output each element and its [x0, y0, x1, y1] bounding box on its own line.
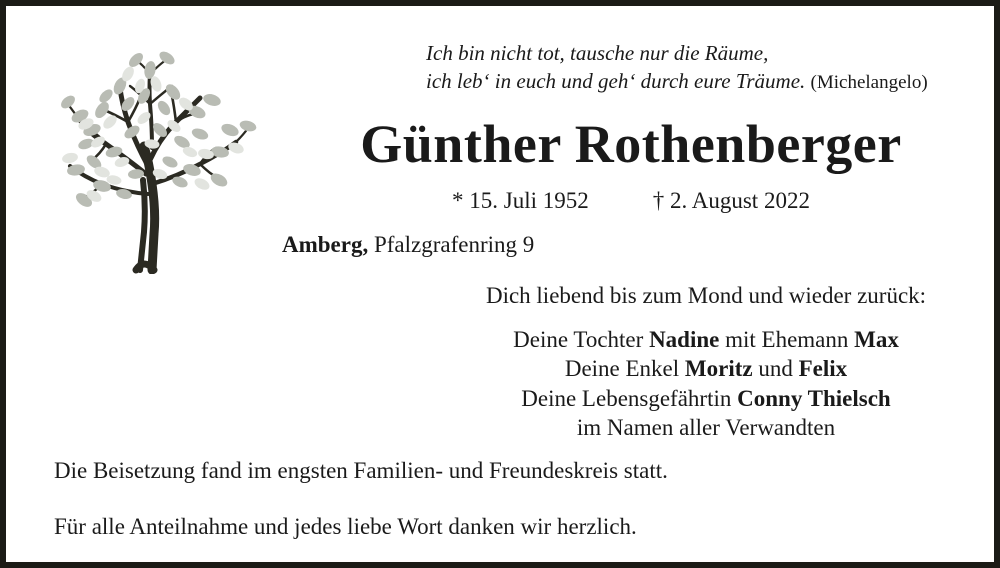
family-line-middle: mit Ehemann [719, 327, 855, 352]
family-line [436, 384, 976, 413]
family-line [436, 354, 976, 383]
family-line-prefix: Deine Lebensgefährtin [521, 385, 738, 411]
quote-attribution: (Michelangelo) [810, 71, 928, 93]
family-line-bold-2: Felix [798, 356, 848, 382]
quote-line-1: Ich bin nicht tot, tausche nur die Räume, [426, 41, 769, 65]
family-line-prefix: im Namen aller Verwandten [576, 415, 836, 441]
deceased-name: Günther Rothenberger [360, 114, 902, 174]
life-dates [296, 188, 966, 214]
closing-line-1: Die Beisetzung fand im engsten Familien- und Freundeskreis statt. [54, 458, 668, 483]
quote-line-2-text: ich leb‘ in euch und geh‘ durch eure Träume. [426, 68, 806, 93]
family-line [436, 413, 976, 442]
family-line [436, 325, 976, 354]
tree-of-life-icon [40, 34, 270, 274]
quote-line-2 [426, 68, 986, 96]
family-line-prefix: Deine Tochter [513, 327, 650, 352]
family-line-bold-1: Moritz [684, 356, 753, 382]
address-street: Pfalzgrafenring 9 [368, 232, 535, 257]
family-line-bold-1: Nadine [649, 327, 720, 352]
address [282, 232, 534, 258]
dedication-lead: Dich liebend bis zum Mond und wieder zurück: [485, 283, 927, 308]
family-line-middle: und [752, 356, 799, 382]
birth-date: * 15. Juli 1952 [452, 188, 589, 213]
family-line-bold-1: Conny Thielsch [737, 385, 891, 411]
memorial-quote [426, 40, 986, 95]
dedication-block [436, 283, 976, 443]
death-date: † 2. August 2022 [652, 188, 810, 213]
address-city: Amberg, [282, 232, 369, 257]
closing-block [54, 456, 954, 542]
closing-line-2: Für alle Anteilnahme und jedes liebe Wort danken wir herzlich. [54, 513, 637, 539]
family-line-bold-2: Max [854, 327, 899, 352]
family-line-prefix: Deine Enkel [564, 356, 685, 382]
